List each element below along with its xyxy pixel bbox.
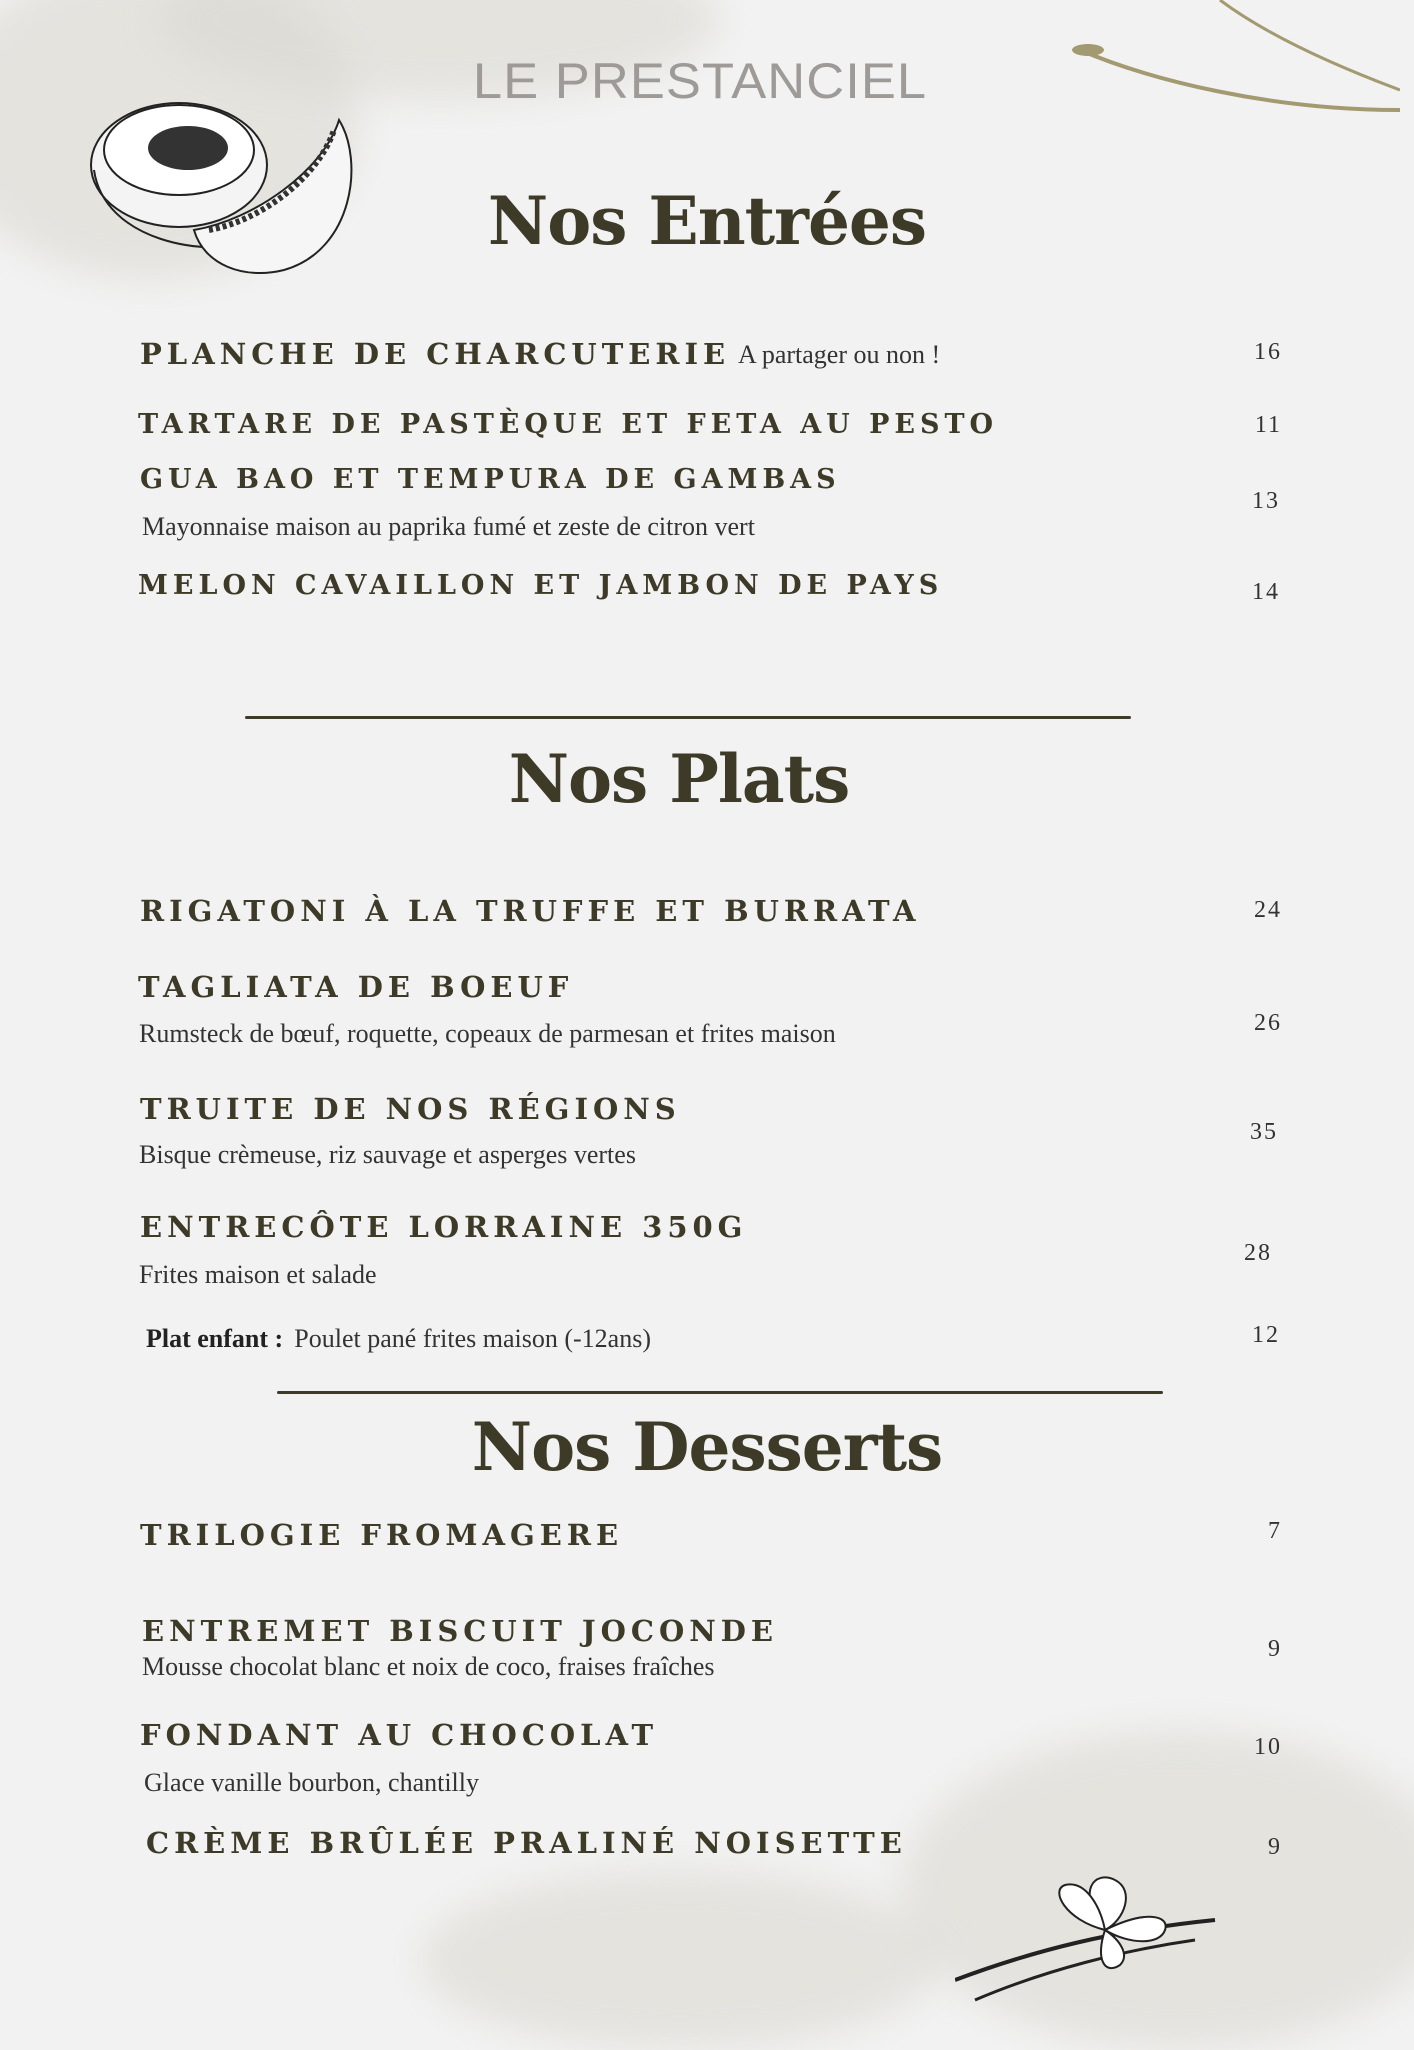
menu-item-name: CRÈME BRÛLÉE PRALINÉ NOISETTE <box>146 1826 907 1860</box>
brand-name: LE PRESTANCIEL <box>472 53 928 109</box>
menu-item-name: TARTARE DE PASTÈQUE ET FETA AU PESTO <box>138 409 999 440</box>
menu-item-description: Mayonnaise maison au paprika fumé et zeste de citron vert <box>142 512 755 541</box>
menu-item-price: 12 <box>1252 1322 1280 1348</box>
menu-item-name: TAGLIATA DE BOEUF <box>138 970 574 1004</box>
brush-stroke-icon <box>1070 0 1400 120</box>
menu-item-name: TRUITE DE NOS RÉGIONS <box>140 1092 681 1126</box>
menu-item-note: A partager ou non ! <box>738 340 941 369</box>
menu-item-price: 28 <box>1244 1240 1272 1266</box>
vanilla-flower-illustration-icon <box>955 1860 1225 2010</box>
kids-meal-line <box>146 1324 651 1354</box>
menu-item-name: GUA BAO ET TEMPURA DE GAMBAS <box>140 464 841 495</box>
menu-item-price: 9 <box>1268 1636 1282 1662</box>
menu-item-description: Frites maison et salade <box>139 1260 377 1289</box>
menu-item-name: TRILOGIE FROMAGERE <box>140 1518 624 1552</box>
menu-item-price: 13 <box>1252 488 1280 514</box>
menu-item-price: 16 <box>1254 339 1282 365</box>
menu-item-price: 26 <box>1254 1010 1282 1036</box>
menu-item-price: 11 <box>1254 412 1282 438</box>
menu-item-description: Mousse chocolat blanc et noix de coco, fraises fraîches <box>142 1652 715 1681</box>
menu-item-price: 10 <box>1254 1734 1282 1760</box>
watercolor-wash <box>420 1870 940 2050</box>
kids-meal-description: Poulet pané frites maison (-12ans) <box>294 1324 651 1353</box>
menu-item-description: Bisque crèmeuse, riz sauvage et asperges vertes <box>139 1140 636 1169</box>
menu-item-description: Glace vanille bourbon, chantilly <box>144 1768 480 1797</box>
kids-meal-label: Plat enfant : <box>146 1324 284 1353</box>
menu-item-name: PLANCHE DE CHARCUTERIE <box>140 337 731 371</box>
section-title-entrees: Nos Entrées <box>487 182 927 260</box>
menu-item-price: 7 <box>1268 1518 1282 1544</box>
menu-item-name: ENTRECÔTE LORRAINE 350G <box>140 1210 748 1244</box>
menu-item-price: 9 <box>1268 1834 1282 1860</box>
section-divider <box>277 1391 1163 1394</box>
menu-item-name: FONDANT AU CHOCOLAT <box>140 1718 659 1752</box>
menu-item-price: 35 <box>1250 1119 1278 1145</box>
section-divider <box>245 716 1131 719</box>
menu-item-name: ENTREMET BISCUIT JOCONDE <box>142 1614 778 1648</box>
menu-item-price: 14 <box>1252 579 1280 605</box>
menu-item-name: MELON CAVAILLON ET JAMBON DE PAYS <box>138 570 944 601</box>
menu-item-name: RIGATONI À LA TRUFFE ET BURRATA <box>140 894 921 928</box>
section-title-plats: Nos Plats <box>508 740 850 818</box>
section-title-desserts: Nos Desserts <box>471 1408 943 1486</box>
menu-item-description: Rumsteck de bœuf, roquette, copeaux de parmesan et frites maison <box>139 1019 836 1048</box>
menu-item-price: 24 <box>1254 897 1282 923</box>
